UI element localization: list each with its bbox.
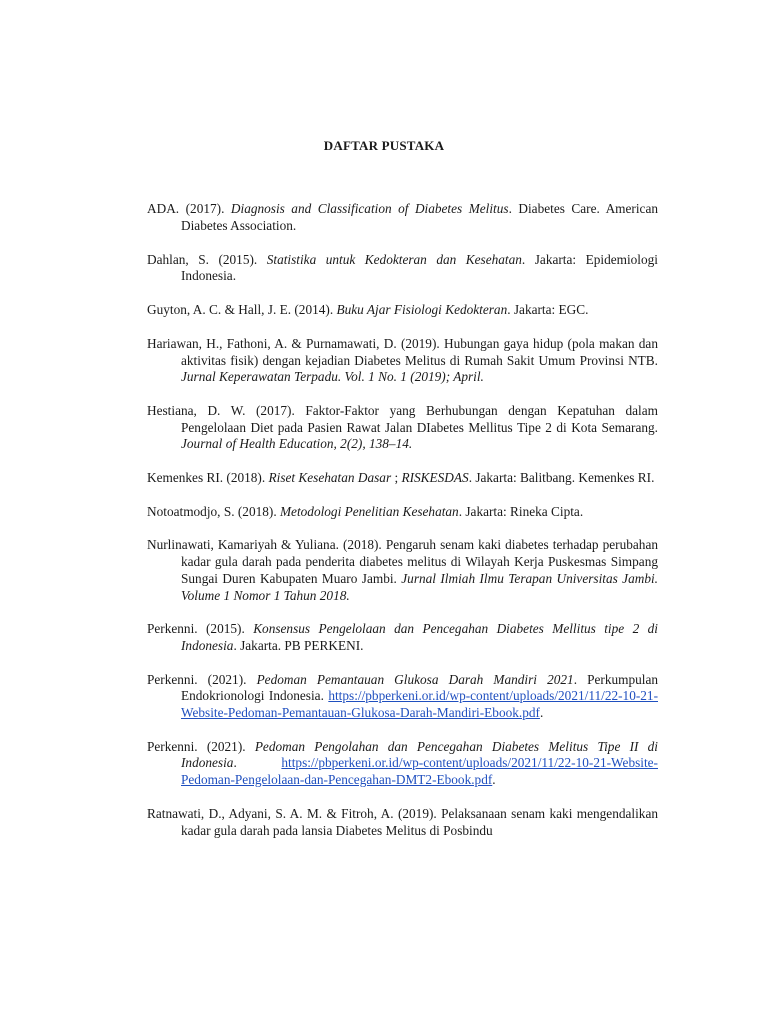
ref-title: Konsensus Pengelolaan dan Pencegahan Diabetes Mellitus tipe 2 di Indonesia bbox=[181, 621, 658, 653]
ref-title: Jurnal Ilmiah Ilmu Terapan Universitas Jambi. Volume 1 Nomor 1 Tahun 2018. bbox=[181, 570, 659, 603]
ref-text: . Jakarta: Epidemiologi Indonesia. bbox=[181, 251, 658, 284]
ref-text: . Jakarta: Balitbang. Kemenkes RI. bbox=[468, 470, 655, 486]
ref-text: Perkenni. (2021). bbox=[147, 671, 257, 687]
ref-text: Notoatmodjo, S. (2018). bbox=[147, 503, 280, 519]
ref-title: Metodologi Penelitian Kesehatan bbox=[279, 503, 459, 519]
ref-title: Statistika untuk Kedokteran dan Kesehatan bbox=[266, 251, 522, 267]
reference-entry bbox=[147, 621, 658, 654]
reference-entry bbox=[147, 806, 658, 839]
ref-text: Perkenni. (2021). bbox=[147, 738, 255, 754]
ref-text: . bbox=[492, 772, 496, 788]
ref-title: Diagnosis and Classification of Diabetes Melitus bbox=[230, 201, 509, 217]
ref-link[interactable]: https://pbperkeni.or.id/wp-content/uploads/2021/11/22-10-21-Website-Pedoman-Pemantauan-Glukosa-Darah-Mandiri-Ebook.pdf bbox=[181, 688, 658, 721]
reference-entry bbox=[147, 672, 658, 722]
reference-entry bbox=[147, 403, 658, 453]
reference-entry bbox=[147, 739, 658, 789]
ref-title: RISKESDAS bbox=[401, 470, 469, 486]
page-title: DAFTAR PUSTAKA bbox=[323, 138, 445, 153]
ref-text: . Diabetes Care. American Diabetes Association. bbox=[181, 201, 658, 233]
ref-text: Guyton, A. C. & Hall, J. E. (2014). bbox=[147, 302, 337, 318]
ref-text: . bbox=[539, 705, 544, 721]
ref-text: Hariawan, H., Fathoni, A. & Purnamawati, D. (2019). Hubungan gaya hidup (pola makan dan aktivitas fisik) dengan kejadian Diabetes Melitus di Rumah Sakit Umum Provinsi NTB. bbox=[147, 335, 658, 368]
reference-entry bbox=[147, 252, 658, 285]
ref-title: Riset Kesehatan Dasar bbox=[268, 470, 392, 486]
ref-text: ADA. (2017). bbox=[147, 201, 231, 217]
ref-title: Pedoman Pengolahan dan Pencegahan Diabetes Melitus Tipe II di Indonesia bbox=[181, 738, 658, 771]
ref-text: ; bbox=[391, 470, 402, 486]
ref-text: . Perkumpulan Endokrionologi Indonesia. bbox=[181, 671, 659, 704]
ref-title: Jurnal Keperawatan Terpadu. Vol. 1 No. 1 (2019); April. bbox=[181, 369, 484, 385]
reference-entry bbox=[147, 470, 658, 487]
reference-entry bbox=[147, 201, 658, 234]
ref-text: Kemenkes RI. (2018). bbox=[147, 470, 269, 486]
ref-text: . Jakarta: Rineka Cipta. bbox=[458, 503, 584, 519]
ref-text: Perkenni. (2015). bbox=[147, 621, 254, 637]
ref-text: Ratnawati, D., Adyani, S. A. M. & Fitroh, A. (2019). Pelaksanaan senam kaki mengendalikan kadar gula darah pada lansia Diabetes Melitus di Posbindu bbox=[147, 805, 658, 838]
reference-entry bbox=[147, 302, 658, 319]
ref-text: . Jakarta: EGC. bbox=[507, 302, 589, 318]
ref-title: Journal of Health Education, 2(2), 138–14. bbox=[181, 436, 413, 452]
ref-text: Dahlan, S. (2015). bbox=[147, 251, 267, 267]
reference-entry bbox=[147, 504, 658, 521]
ref-text: Nurlinawati, Kamariyah & Yuliana. (2018). Pengaruh senam kaki diabetes terhadap perubahan kadar gula darah pada penderita diabetes melitus di Wilayah Kerja Puskesmas Simpang Sungai Duren Kabupaten Muaro Jambi. bbox=[147, 537, 658, 586]
ref-link[interactable]: https://pbperkeni.or.id/wp-content/uploads/2021/11/22-10-21-Website-Pedoman-Pengelolaan-dan-Pencegahan-DMT2-Ebook.pdf bbox=[181, 755, 658, 788]
reference-entry bbox=[147, 336, 658, 386]
reference-list bbox=[147, 188, 658, 856]
ref-text: Hestiana, D. W. (2017). Faktor-Faktor yang Berhubungan dengan Kepatuhan dalam Pengelolaan Diet pada Pasien Rawat Jalan DIabetes Mellitus Tipe 2 di Kota Semarang. bbox=[147, 402, 658, 435]
reference-entry bbox=[147, 537, 658, 604]
ref-text: . bbox=[233, 755, 282, 771]
ref-title: Pedoman Pemantauan Glukosa Darah Mandiri 2021 bbox=[256, 671, 574, 687]
ref-title: Buku Ajar Fisiologi Kedokteran bbox=[336, 302, 508, 318]
ref-text: . Jakarta. PB PERKENI. bbox=[233, 637, 364, 653]
